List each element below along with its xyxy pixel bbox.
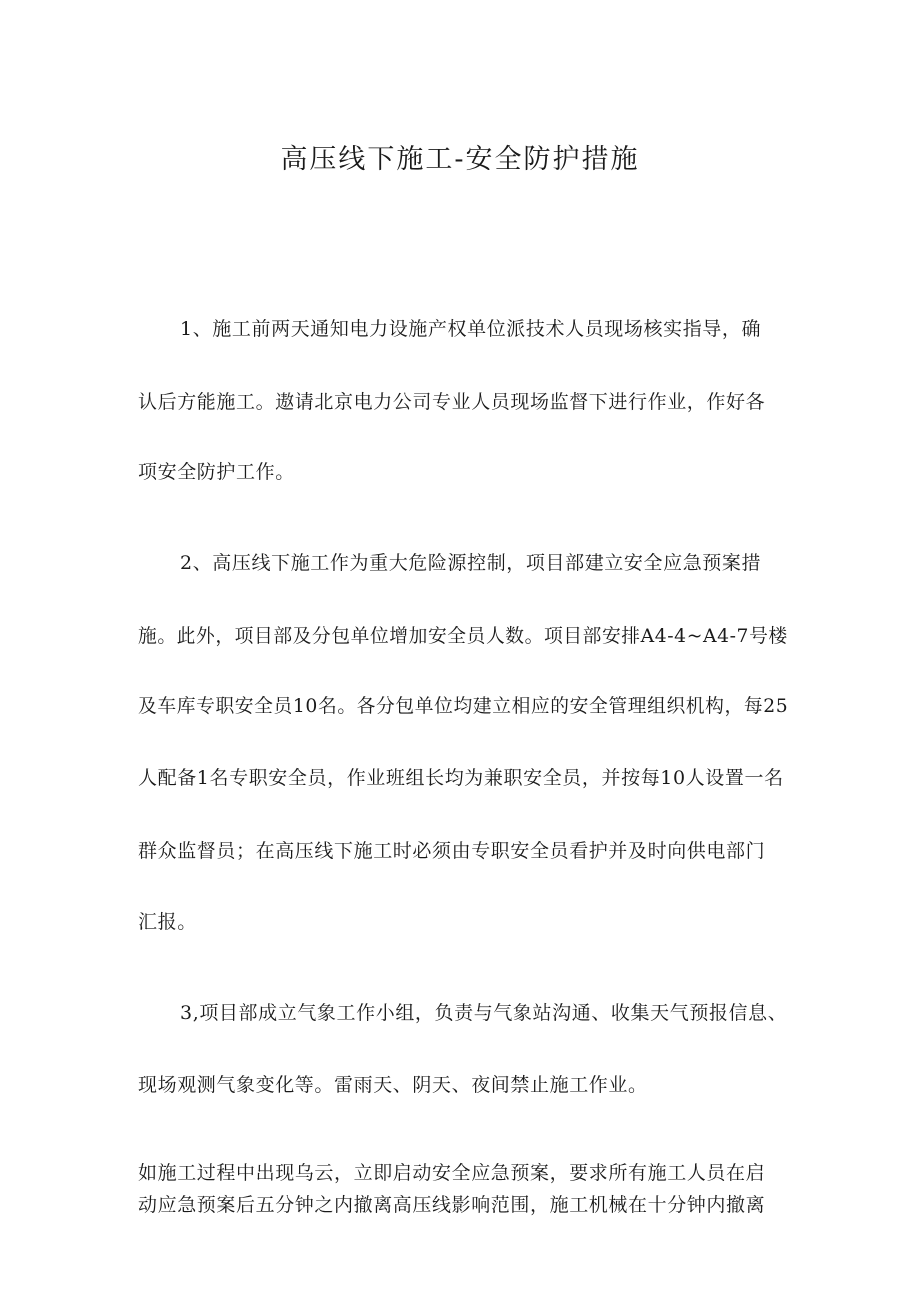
paragraph-1-line-3: 项安全防护工作。 <box>138 461 295 483</box>
paragraph-3-line-2: 现场观测气象变化等。雷雨天、阴天、夜间禁止施工作业。 <box>138 1074 648 1096</box>
paragraph-2-line-4: 人配备1名专职安全员，作业班组长均为兼职安全员，并按每10人设置一名 <box>138 767 784 789</box>
paragraph-3-line-1: 3,项目部成立气象工作小组，负责与气象站沟通、收集天气预报信息、 <box>180 1002 788 1024</box>
document-title: 高压线下施工-安全防护措施 <box>280 144 640 175</box>
paragraph-1-line-2: 认后方能施工。遨请北京电力公司专业人员现场监督下进行作业，作好各 <box>138 391 766 413</box>
paragraph-2-line-5: 群众监督员；在高压线下施工时必须由专职安全员看护并及时向供电部门 <box>138 840 766 862</box>
paragraph-2-line-3: 及车库专职安全员10名。各分包单位均建立相应的安全管理组织机构，每25 <box>138 695 789 717</box>
paragraph-2-line-2: 施。此外，项目部及分包单位增加安全员人数。项目部安排A4-4~A4-7号楼 <box>138 625 788 647</box>
paragraph-1-line-1: 1、施工前两天通知电力设施产权单位派技术人员现场核实指导，确 <box>180 318 762 340</box>
paragraph-4-line-2: 动应急预案后五分钟之内撤离高压线影响范围，施工机械在十分钟内撤离 <box>138 1194 766 1216</box>
paragraph-2-line-6: 汇报。 <box>138 911 197 933</box>
paragraph-4-line-1: 如施工过程中出现乌云，立即启动安全应急预案，要求所有施工人员在启 <box>138 1162 766 1184</box>
paragraph-2-line-1: 2、高压线下施工作为重大危险源控制，项目部建立安全应急预案措 <box>180 552 762 574</box>
